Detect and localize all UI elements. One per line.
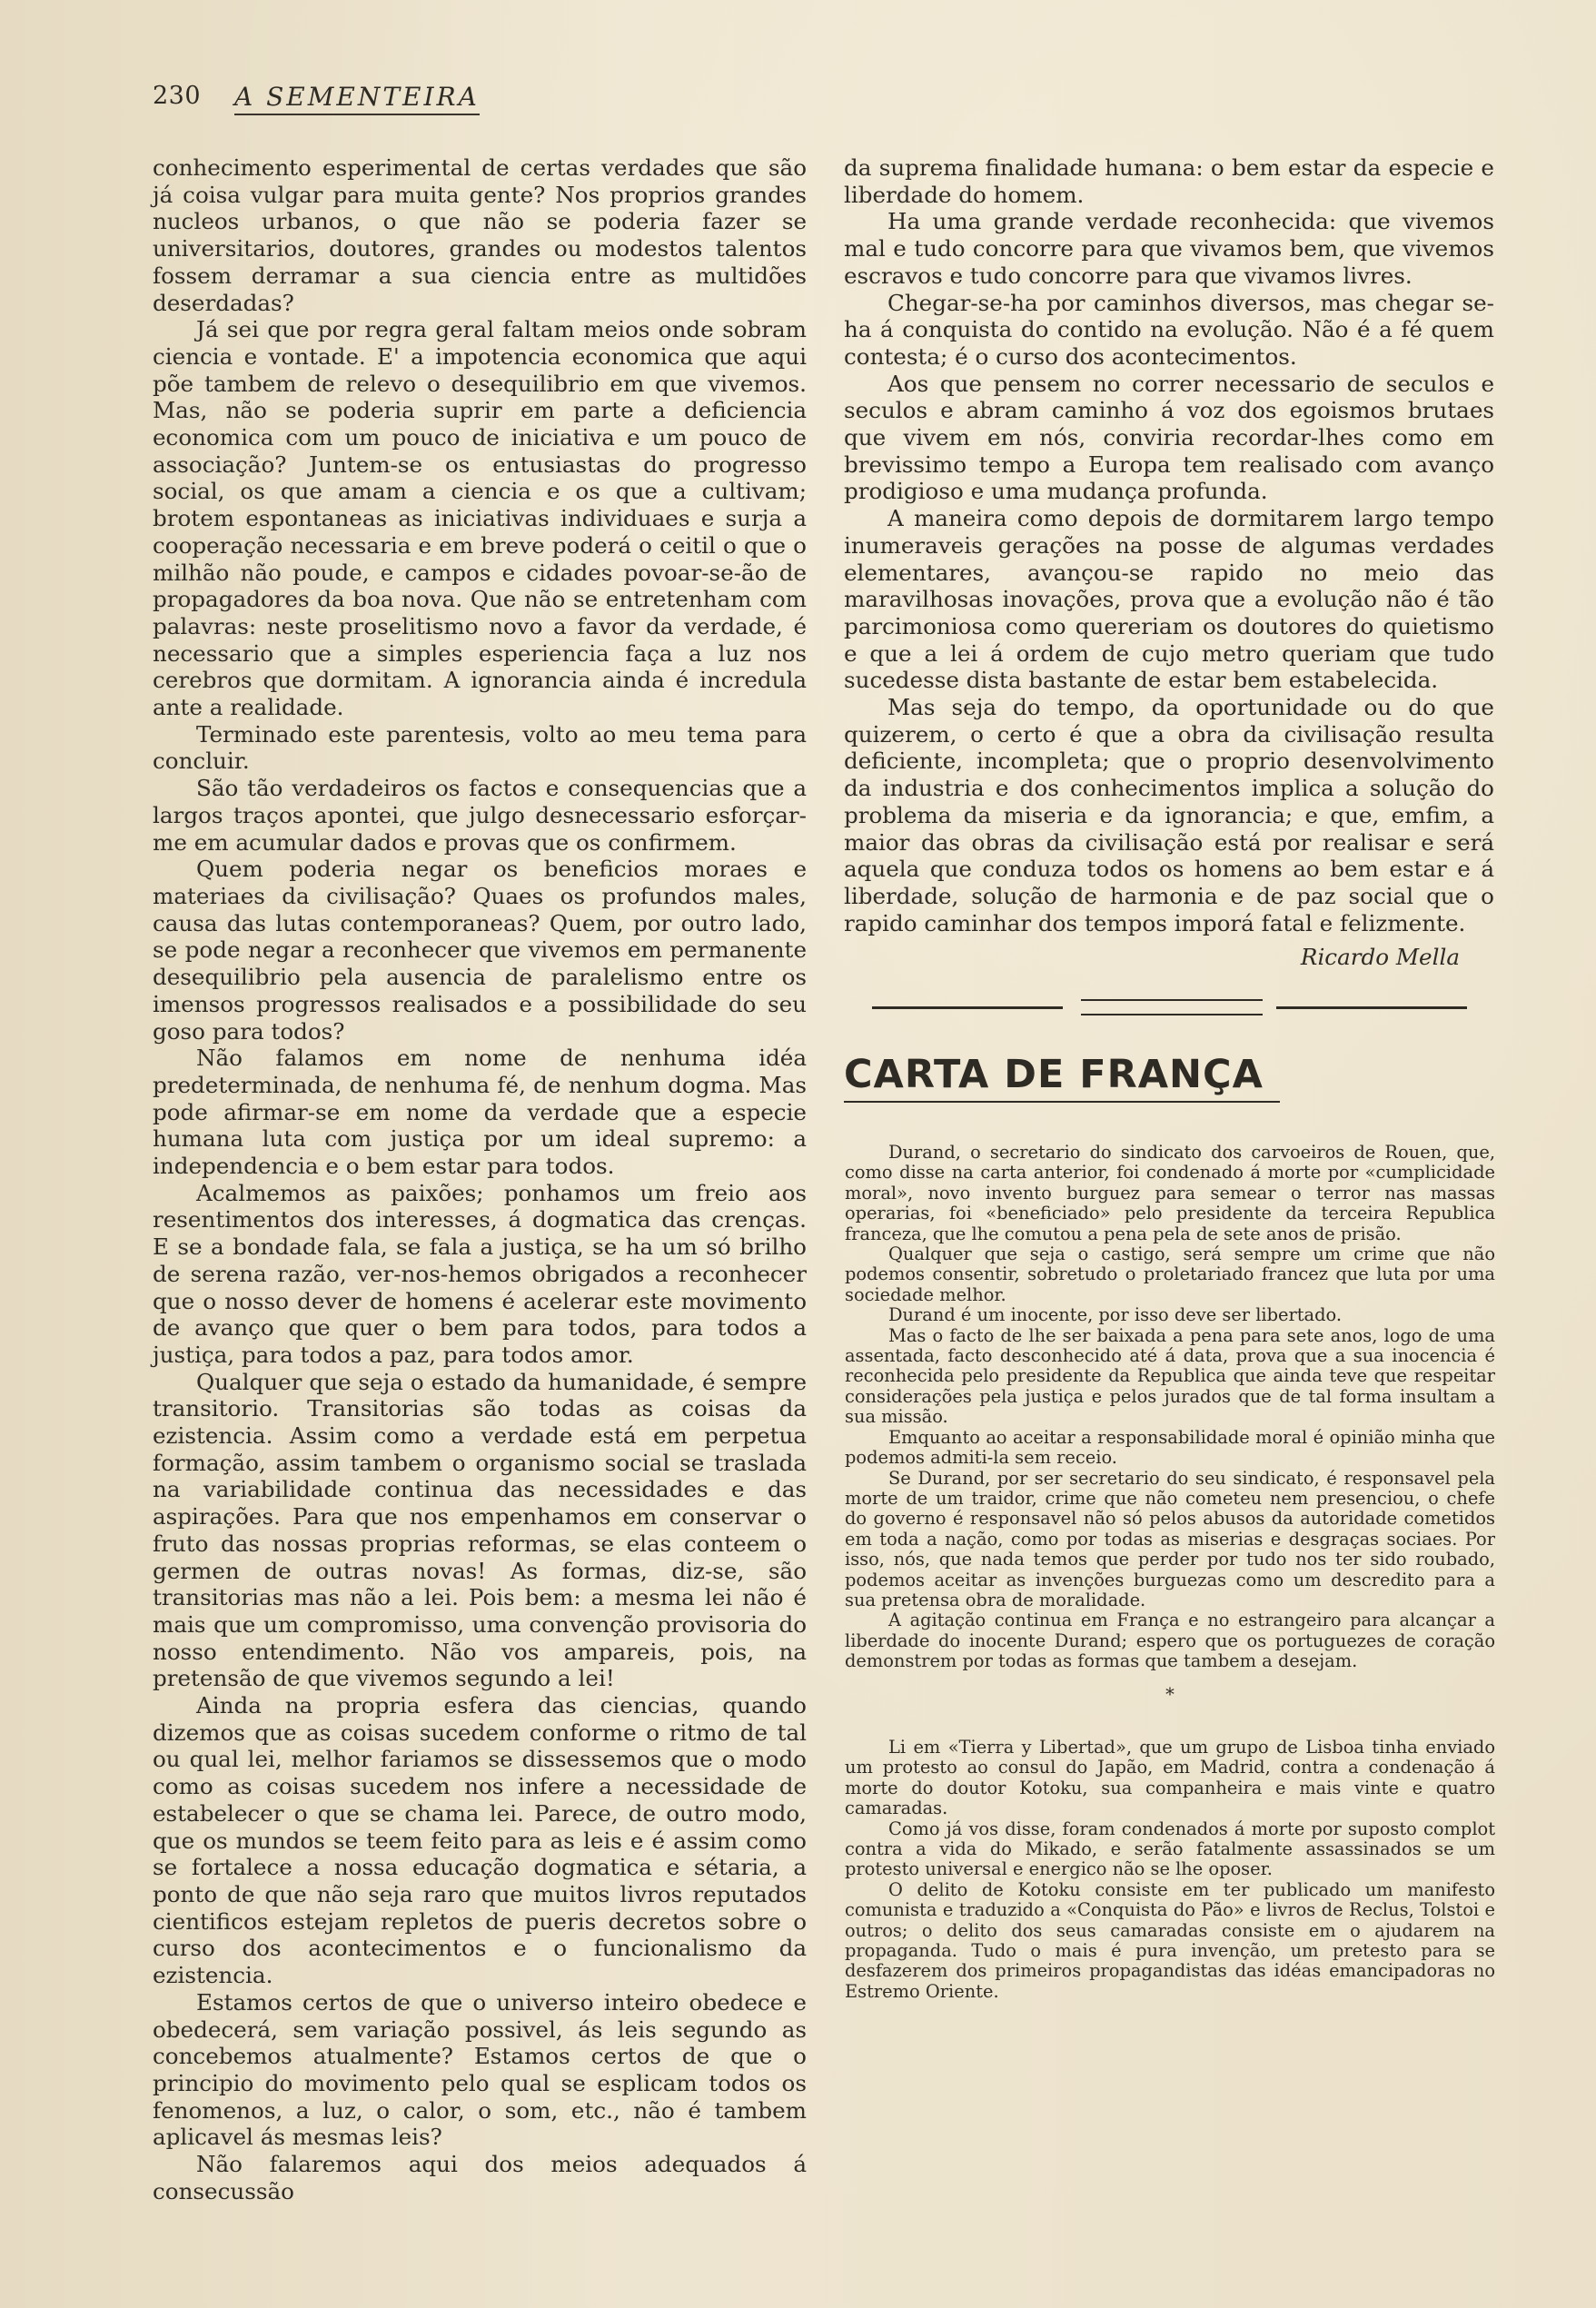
paragraph: conhecimento esperimental de certas verdades que são já coisa vulgar para muita gente? Nos proprios grandes nucleos urbanos, o que não se poderia fazer se universitarios, doutores, grandes ou modestos talentos fossem derramar a sua ciencia entre as multidões deserdadas? [153,154,807,316]
paragraph: Não falamos em nome de nenhuma idéa predeterminada, de nenhuma fé, de nenhum dogma. Mas pode afirmar-se em nome da verdade que a especie humana luta com justiça por um ideal supremo: a independencia e o bem estar para todos. [153,1045,807,1180]
paragraph: Já sei que por regra geral faltam meios onde sobram ciencia e vontade. E' a impotencia economica que aqui põe tambem de relevo o desequilibrio em que vivemos. Mas, não se poderia suprir em parte a deficiencia economica com um pouco de iniciativa e um pouco de associação? Juntem-se os entusiastas do progresso social, os que amam a ciencia e os que a cultivam; brotem espontaneas as iniciativas individuaes e surja a cooperação necessaria e em breve poderá o ceitil o que o milhão não poude, e campos e cidades povoar-se-ão de propagadores da boa nova. Que não se entretenham com palavras: neste proselitismo novo a favor da verdade, é necessario que a simples esperiencia faça a luz nos cerebros que dormitam. A ignorancia ainda é incredula ante a realidade. [153,316,807,721]
paragraph: A maneira como depois de dormitarem largo tempo inumeraveis gerações na posse de algumas verdades elementares, avançou-se rapido no meio das maravilhosas inovações, prova que a evolução não é tão parcimoniosa como quereriam os doutores do quietismo e que a lei á ordem de cujo metro queriam que tudo sucedesse dista bastante de estar bem estabelecida. [844,505,1494,694]
paragraph: Durand é um inocente, por isso deve ser libertado. [888,1304,1343,1326]
paragraph: Terminado este parentesis, volto ao meu tema para concluir. [153,720,807,775]
carta-column [845,1143,1495,2002]
paragraph: Mas seja do tempo, da oportunidade ou do que quizerem, o certo é que a obra da civilisação resulta deficiente, incompleta; que o proprio desenvolvimento da industria e dos conhecimentos implica a solução do problema da miseria e da ignorancia; e que, emfim, a maior das obras da civilisação está por realisar e será aquela que conduza todos os homens ao bem estar e á liberdade, solução de harmonia e de paz social que o rapido caminhar dos tempos imporá fatal e felizmente. [844,694,1494,936]
paragraph: Ha uma grande verdade reconhecida: que vivemos mal e tudo concorre para que vivamos bem, que vivemos escravos e tudo concorre para que vivamos livres. [844,208,1494,289]
publication-title: A SEMENTEIRA [234,82,480,115]
paragraph: Chegar-se-ha por caminhos diversos, mas chegar se-ha á conquista do contido na evolução. Não é a fé quem contesta; é o curso dos acontecimentos. [844,289,1494,370]
paragraph: Acalmemos as paixões; ponhamos um freio aos resentimentos dos interesses, á dogmatica das crenças. E se a bondade fala, se fala a justiça, se ha um só brilho de serena razão, ver-nos-hemos obrigados a reconhecer que o nosso dever de homens é acelerar este movimento de avanço que quer o bem para todos, para todos a justiça, para todos a paz, para todos amor. [153,1179,807,1368]
paragraph: São tão verdadeiros os factos e consequencias que a largos traços apontei, que julgo desnecessario esforçar-me em acumular dados e provas que os confirmem. [153,775,807,856]
paragraph: Se Durand, por ser secretario do seu sindicato, é responsavel pela morte de um traidor, crime que não cometeu nem presenciou, o chefe do governo é responsavel não só pelos abusos da autoridade cometidos em toda a nação, como por todas as miserias e desgraças sociaes. Por isso, nós, que nada temos que perder por tudo nos ter sido roubado, podemos aceitar as invenções burguezas como um descredito para a sua pretensa obra de moralidade. [845,1467,1495,1610]
paragraph: Qualquer que seja o estado da humanidade, é sempre transitorio. Transitorias são todas as coisas da ezistencia. Assim como a verdade está em perpetua formação, assim tambem o organismo social se traslada na variabilidade continua das necessidades e das aspirações. Para que nos empenhamos em conservar o fruto das nossas proprias reformas, se elas conteem o germen de outras novas! As formas, diz-se, são transitorias mas não a lei. Pois bem: a mesma lei não é mais que um compromisso, uma convenção provisoria do nosso entendimento. Não vos ampareis, pois, na pretensão de que vivemos segundo a lei! [153,1368,807,1692]
paragraph: Quem poderia negar os beneficios moraes e materiaes da civilisação? Quaes os profundos males, causa das lutas contemporaneas? Quem, por outro lado, se pode negar a reconhecer que vivemos em permanente desequilibrio pela ausencia de paralelismo entre os imensos progressos realisados e a possibilidade do seu goso para todos? [153,856,807,1045]
separator-asterisk: * [1165,1683,1175,1705]
paragraph: Estamos certos de que o universo inteiro obedece e obedecerá, sem variação possivel, ás leis segundo as concebemos atualmente? Estamos certos de que o principio do movimento pelo qual se esplicam todos os fenomenos, a luz, o calor, o som, etc., não é tambem aplicavel ás mesmas leis? [153,1988,807,2151]
paragraph: Aos que pensem no correr necessario de seculos e seculos e abram caminho á voz dos egoismos brutaes que vivem em nós, conviria recordar-lhes como em brevissimo tempo a Europa tem realisado com avanço prodigioso e uma mudança profunda. [844,370,1494,505]
paragraph: Li em «Tierra y Libertad», que um grupo de Lisboa tinha enviado um protesto ao consul do Japão, em Madrid, contra a condenação á morte do doutor Kotoku, sua companheira e mais vinte e quatro camaradas. [845,1736,1495,1819]
paragraph: Ainda na propria esfera das ciencias, quando dizemos que as coisas sucedem conforme o ritmo de tal ou qual lei, melhor fariamos se dissessemos que o modo como as coisas sucedem nos infere a necessidade de estabelecer o que se chama lei. Parece, de outro modo, que os mundos se teem feito para as leis e é assim como se fortalece a nossa educação dogmatica e sétaria, a ponto de que não seja raro que muitos livros reputados cientificos estejam repletos de pueris decretos sobre o curso dos acontecimentos e o funcionalismo da ezistencia. [153,1692,807,1989]
paragraph: A agitação continua em França e no estrangeiro para alcançar a liberdade do inocente Durand; espero que os portuguezes de coração demonstrem por todas as formas que tambem a desejam. [845,1610,1495,1672]
page-header [153,82,1497,118]
paragraph: da suprema finalidade humana: o bem estar da especie e liberdade do homem. [844,154,1494,208]
author-signature: Ricardo Mella [1300,944,1460,971]
right-column [844,154,1494,971]
left-column [153,154,807,2204]
page-number: 230 [153,82,202,110]
section-title: CARTA DE FRANÇA [844,1052,1280,1103]
paragraph: Durand, o secretario do sindicato dos carvoeiros de Rouen, que, como disse na carta anterior, foi condenado á morte por «cumplicidade moral», novo invento burguez para semear o terror nas massas operarias, foi «beneficiado» pelo presidente da terceira Republica franceza, que lhe comutou a pena pela de sete anos de prisão. [845,1142,1495,1244]
paragraph: Mas o facto de lhe ser baixada a pena para sete anos, logo de uma assentada, facto desconhecido até á data, prova que a sua inocencia é reconhecida pelo presidente da Republica que ainda teve que respeitar considerações pela justiça e pelos jurados que de tal forma insultam a sua missão. [845,1324,1495,1428]
paragraph: O delito de Kotoku consiste em ter publicado um manifesto comunista e traduzido a «Conquista do Pão» e livros de Reclus, Tolstoi e outros; o delito dos seus camaradas consiste em o ajudarem na propaganda. Tudo o mais é pura invenção, um pretesto para se desfazerem dos primeiros propagandistas das idéas emancipadoras no Estremo Oriente. [845,1878,1495,2002]
paragraph: Emquanto ao aceitar a responsabilidade moral é opinião minha que podemos admiti-la sem receio. [845,1426,1495,1469]
paragraph: Qualquer que seja o castigo, será sempre um crime que não podemos consentir, sobretudo o proletariado francez que luta por uma sociedade melhor. [845,1243,1495,1305]
paragraph: Como já vos disse, foram condenados á morte por suposto complot contra a vida do Mikado, e serão fatalmente assassinados se um protesto universal e energico não se lhe oposer. [845,1818,1495,1880]
section-divider [872,999,1468,1021]
paragraph: Não falaremos aqui dos meios adequados á consecussão [153,2151,807,2204]
